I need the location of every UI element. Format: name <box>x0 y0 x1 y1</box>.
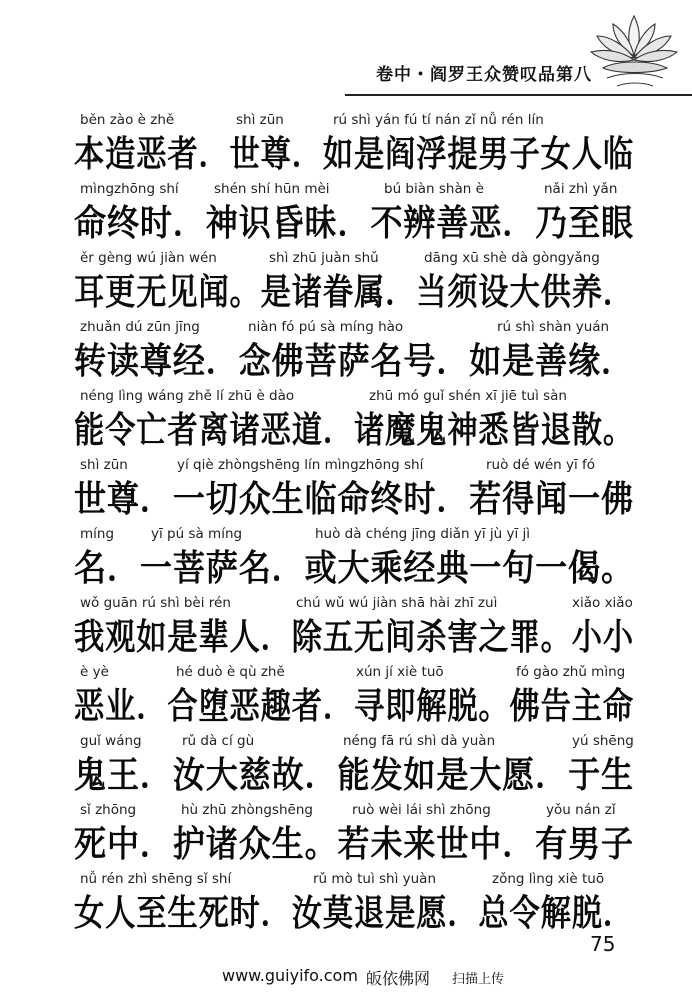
text-line <box>0 457 692 527</box>
pinyin-group: yī pú sà míng <box>151 526 243 542</box>
pinyin-group: xún jí xiè tuō <box>356 664 444 680</box>
pinyin-group: chú wǔ wú jiàn shā hài zhī zuì <box>296 595 498 611</box>
pinyin-group: ruò dé wén yī fó <box>486 457 596 473</box>
text-line <box>0 733 692 803</box>
pinyin-group: nǚ rén zhì shēng sǐ shí <box>80 871 232 887</box>
pinyin-group: néng fā rú shì dà yuàn <box>343 733 496 749</box>
hanzi-line: 世尊．一切众生临命终时．若得闻一佛 <box>74 478 634 520</box>
text-line <box>0 595 692 665</box>
text-line <box>0 664 692 734</box>
pinyin-group: yú shēng <box>572 733 634 749</box>
pinyin-group: ěr gèng wú jiàn wén <box>80 250 217 266</box>
pinyin-group: xiǎo xiǎo <box>572 595 633 611</box>
pinyin-group: shì zūn <box>236 112 284 128</box>
footer-note: 扫描上传 <box>452 972 505 987</box>
pinyin-group: shì zūn <box>80 457 128 473</box>
text-line <box>0 802 692 872</box>
pinyin-group: guǐ wáng <box>80 733 142 749</box>
pinyin-group: shì zhū juàn shǔ <box>269 250 379 266</box>
hanzi-line: 我观如是辈人．除五无间杀害之罪。小小 <box>74 616 634 658</box>
footer-site-name: 皈依佛网 <box>366 969 431 988</box>
pinyin-group: míng <box>80 526 115 542</box>
pinyin-group: niàn fó pú sà míng hào <box>248 319 404 335</box>
text-line <box>0 319 692 389</box>
pinyin-group: rǔ dà cí gù <box>182 733 255 749</box>
pinyin-group: è yè <box>80 664 109 680</box>
pinyin-group: zǒng lìng xiè tuō <box>492 871 605 887</box>
pinyin-group: ruò wèi lái shì zhōng <box>352 802 491 818</box>
page-header <box>0 0 692 96</box>
text-line <box>0 181 692 251</box>
pinyin-group: rú shì yán fú tí nán zǐ nǚ rén lín <box>333 112 544 128</box>
hanzi-line: 转读尊经．念佛菩萨名号．如是善缘． <box>74 340 634 382</box>
pinyin-group: bú biàn shàn è <box>384 181 484 197</box>
text-line <box>0 526 692 596</box>
hanzi-line: 能令亡者离诸恶道．诸魔鬼神悉皆退散。 <box>74 409 634 451</box>
pinyin-group: yǒu nán zǐ <box>546 802 616 818</box>
pinyin-group: běn zào è zhě <box>80 112 175 128</box>
text-line <box>0 112 692 182</box>
pinyin-group: nǎi zhì yǎn <box>544 181 618 197</box>
pinyin-group: huò dà chéng jīng diǎn yī jù yī jì <box>315 526 531 542</box>
pinyin-group: sǐ zhōng <box>80 802 137 818</box>
hanzi-line: 命终时．神识昏昧．不辨善恶．乃至眼 <box>74 202 634 244</box>
lotus-icon <box>587 2 682 94</box>
header-divider <box>345 94 692 96</box>
hanzi-line: 女人至生死时．汝莫退是愿．总令解脱． <box>74 892 634 934</box>
hanzi-line: 鬼王．汝大慈故．能发如是大愿．于生 <box>74 754 634 796</box>
pinyin-group: wǒ guān rú shì bèi rén <box>80 595 231 611</box>
pinyin-group: shén shí hūn mèi <box>214 181 330 197</box>
page-number: 75 <box>590 932 616 956</box>
pinyin-group: hé duò è qù zhě <box>176 664 285 680</box>
pinyin-group: zhū mó guǐ shén xī jiē tuì sàn <box>369 388 567 404</box>
pinyin-group: yí qiè zhòngshēng lín mìngzhōng shí <box>177 457 424 473</box>
hanzi-line: 本造恶者．世尊．如是阎浮提男子女人临 <box>74 133 634 175</box>
pinyin-group: rǔ mò tuì shì yuàn <box>313 871 436 887</box>
pinyin-group: rú shì shàn yuán <box>497 319 610 335</box>
hanzi-line: 死中．护诸众生。若未来世中．有男子 <box>74 823 634 865</box>
pinyin-group: hù zhū zhòngshēng <box>181 802 313 818</box>
pinyin-group: fó gào zhǔ mìng <box>516 664 626 680</box>
hanzi-line: 恶业．合堕恶趣者．寻即解脱。佛告主命 <box>74 685 634 727</box>
hanzi-line: 名．一菩萨名．或大乘经典一句一偈。 <box>74 547 634 589</box>
hanzi-line: 耳更无见闻。是诸眷属．当须设大供养． <box>74 271 634 313</box>
text-line <box>0 388 692 458</box>
text-line <box>0 250 692 320</box>
text-line <box>0 871 692 941</box>
pinyin-group: néng lìng wáng zhě lí zhū è dào <box>80 388 295 404</box>
footer-site: www.guiyifo.com <box>222 966 358 985</box>
pinyin-group: dāng xū shè dà gòngyǎng <box>424 250 600 266</box>
pinyin-group: zhuǎn dú zūn jīng <box>80 319 200 335</box>
chapter-title: 卷中・阎罗王众赞叹品第八 <box>376 65 592 85</box>
pinyin-group: mìngzhōng shí <box>80 181 179 197</box>
